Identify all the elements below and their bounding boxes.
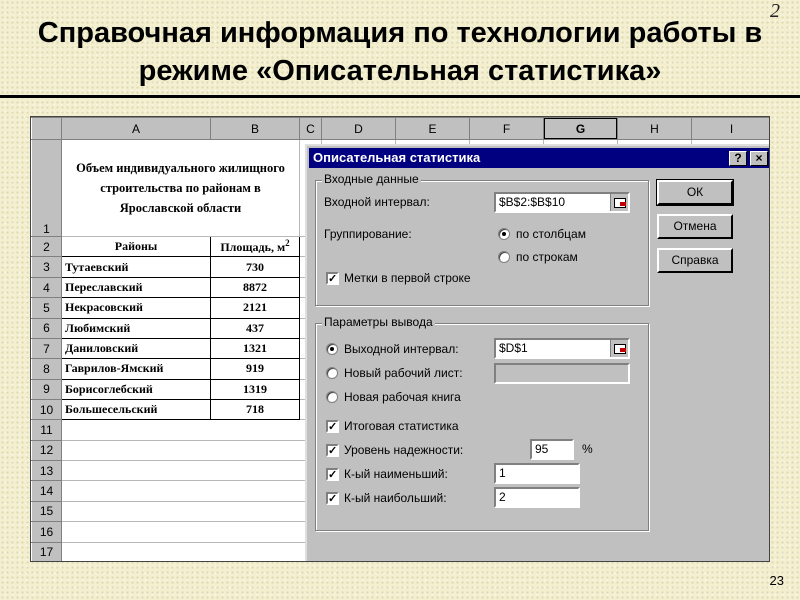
output-range-radio[interactable] xyxy=(326,343,338,355)
excel-screenshot xyxy=(30,116,770,562)
summary-statistics-checkbox[interactable]: ✓ xyxy=(328,421,338,433)
by-rows-label[interactable]: по строкам xyxy=(516,250,578,264)
output-range-value: $D$1 xyxy=(499,341,528,355)
column-header-a[interactable]: A xyxy=(62,118,211,140)
header-area[interactable] xyxy=(211,237,300,257)
kth-largest-checkbox[interactable]: ✓ xyxy=(328,493,338,505)
kth-largest-field[interactable]: 2 xyxy=(494,487,580,508)
row-header-15[interactable]: 15 xyxy=(32,501,62,521)
district-cell[interactable]: Тутаевский xyxy=(62,257,211,277)
help-icon[interactable]: ? xyxy=(729,151,747,166)
input-data-group xyxy=(315,172,649,306)
row-header-5[interactable]: 5 xyxy=(32,298,62,318)
row-header-8[interactable]: 8 xyxy=(32,359,62,379)
new-workbook-radio[interactable] xyxy=(326,391,338,403)
input-group-legend: Входные данные xyxy=(324,172,419,186)
district-cell[interactable]: Даниловский xyxy=(62,338,211,358)
header-area-sup: 2 xyxy=(285,238,290,249)
district-cell[interactable]: Гаврилов-Ямский xyxy=(62,359,211,379)
row-header-16[interactable]: 16 xyxy=(32,522,62,542)
close-icon[interactable]: × xyxy=(750,151,768,166)
column-header-i[interactable]: I xyxy=(692,118,771,140)
row-header-13[interactable]: 13 xyxy=(32,461,62,481)
title-divider xyxy=(0,95,800,98)
cancel-button[interactable]: Отмена xyxy=(657,214,733,239)
header-area-text: Площадь, м xyxy=(220,240,286,255)
new-sheet-radio[interactable] xyxy=(326,367,338,379)
row-header-14[interactable]: 14 xyxy=(32,481,62,501)
slide-title xyxy=(0,14,800,90)
new-sheet-field[interactable] xyxy=(494,363,630,384)
area-cell[interactable]: 730 xyxy=(211,257,300,277)
labels-first-row-checkbox[interactable]: ✓ xyxy=(328,273,338,285)
output-options-group xyxy=(315,315,649,531)
page-number: 23 xyxy=(769,573,784,588)
row-header-1[interactable]: 1 xyxy=(32,140,62,237)
output-group-legend: Параметры вывода xyxy=(324,315,433,329)
kth-largest-label[interactable]: К-ый наибольший: xyxy=(344,491,447,505)
row-header-10[interactable]: 10 xyxy=(32,400,62,420)
column-header-e[interactable]: E xyxy=(396,118,470,140)
row-header-11[interactable]: 11 xyxy=(32,420,62,440)
output-range-field[interactable] xyxy=(494,338,630,359)
new-sheet-label[interactable]: Новый рабочий лист: xyxy=(344,366,463,380)
district-cell[interactable]: Некрасовский xyxy=(62,298,211,318)
area-cell[interactable]: 2121 xyxy=(211,298,300,318)
row-header-3[interactable]: 3 xyxy=(32,257,62,277)
header-districts[interactable]: Районы xyxy=(62,237,211,257)
corner-select-all[interactable] xyxy=(32,118,62,140)
table-title-cell[interactable]: Объем индивидуального жилищного строительства по районам в Ярославской области xyxy=(62,140,300,237)
row-header-7[interactable]: 7 xyxy=(32,338,62,358)
column-header-d[interactable]: D xyxy=(322,118,396,140)
by-columns-label[interactable]: по столбцам xyxy=(516,227,586,241)
by-columns-radio[interactable] xyxy=(498,228,510,240)
new-workbook-label[interactable]: Новая рабочая книга xyxy=(344,390,461,404)
output-range-label[interactable]: Выходной интервал: xyxy=(344,342,459,356)
column-header-b[interactable]: B xyxy=(211,118,300,140)
confidence-level-checkbox[interactable]: ✓ xyxy=(328,445,338,457)
row-header-17[interactable]: 17 xyxy=(32,542,62,562)
row-header-6[interactable]: 6 xyxy=(32,318,62,338)
area-cell[interactable]: 1321 xyxy=(211,338,300,358)
collapse-dialog-icon[interactable] xyxy=(610,340,628,357)
input-range-label: Входной интервал: xyxy=(324,195,430,209)
input-range-value: $B$2:$B$10 xyxy=(499,195,566,209)
help-button[interactable]: Справка xyxy=(657,248,733,273)
district-cell[interactable]: Борисоглебский xyxy=(62,379,211,399)
kth-smallest-field[interactable]: 1 xyxy=(494,463,580,484)
slide-title-line2: режиме «Описательная статистика» xyxy=(138,55,662,87)
slide-title-line1: Справочная информация по технологии работы в xyxy=(37,17,763,49)
area-cell[interactable]: 919 xyxy=(211,359,300,379)
column-header-c[interactable]: C xyxy=(300,118,322,140)
percent-sign: % xyxy=(582,442,593,456)
district-cell[interactable]: Большесельский xyxy=(62,400,211,420)
dialog-titlebar[interactable] xyxy=(309,148,770,168)
summary-statistics-label[interactable]: Итоговая статистика xyxy=(344,419,459,433)
row-header-4[interactable]: 4 xyxy=(32,277,62,297)
labels-first-row-label[interactable]: Метки в первой строке xyxy=(344,271,471,285)
row-header-2[interactable]: 2 xyxy=(32,237,62,257)
confidence-level-field[interactable]: 95 xyxy=(530,439,574,460)
district-cell[interactable]: Переславский xyxy=(62,277,211,297)
district-cell[interactable]: Любимский xyxy=(62,318,211,338)
area-cell[interactable]: 8872 xyxy=(211,277,300,297)
input-range-field[interactable] xyxy=(494,192,630,213)
dialog-title: Описательная статистика xyxy=(313,150,481,165)
kth-smallest-label[interactable]: К-ый наименьший: xyxy=(344,467,448,481)
column-header-h[interactable]: H xyxy=(618,118,692,140)
area-cell[interactable]: 718 xyxy=(211,400,300,420)
confidence-level-label[interactable]: Уровень надежности: xyxy=(344,443,464,457)
ok-button[interactable]: ОК xyxy=(657,180,733,205)
column-header-g[interactable]: G xyxy=(544,118,618,140)
column-header-f[interactable]: F xyxy=(470,118,544,140)
by-rows-radio[interactable] xyxy=(498,251,510,263)
area-cell[interactable]: 1319 xyxy=(211,379,300,399)
row-header-9[interactable]: 9 xyxy=(32,379,62,399)
corner-number: 2 xyxy=(770,0,780,22)
descriptive-statistics-dialog xyxy=(305,144,770,562)
kth-smallest-checkbox[interactable]: ✓ xyxy=(328,469,338,481)
area-cell[interactable]: 437 xyxy=(211,318,300,338)
row-header-12[interactable]: 12 xyxy=(32,440,62,460)
collapse-dialog-icon[interactable] xyxy=(610,194,628,211)
grouping-label: Группирование: xyxy=(324,227,412,241)
